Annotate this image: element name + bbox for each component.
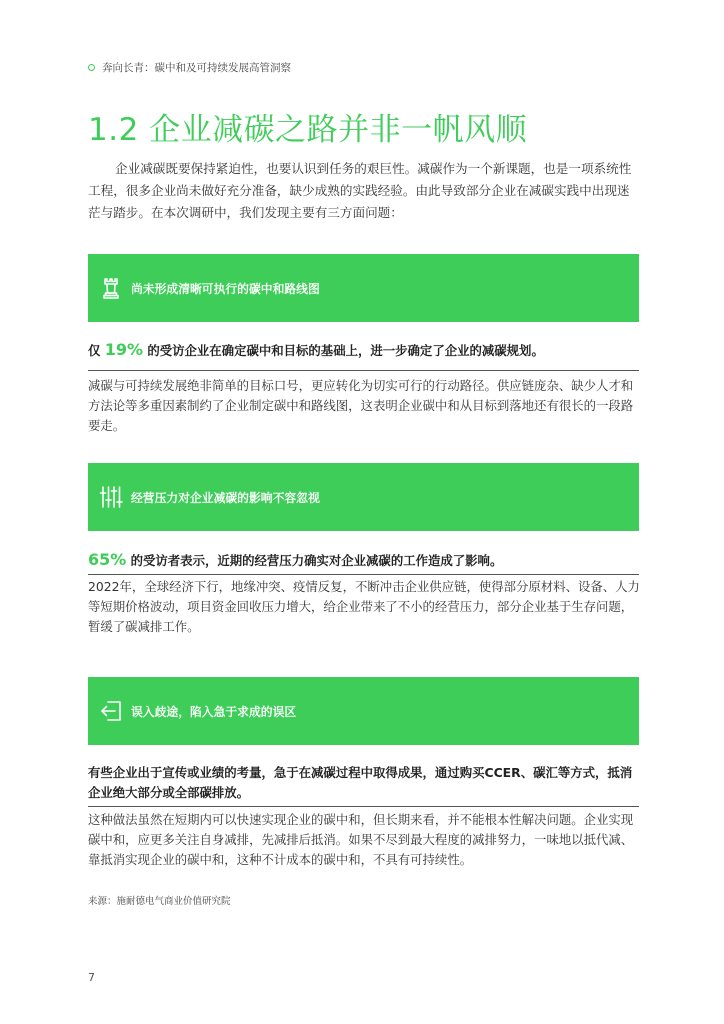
divider-line [88,370,639,371]
circle-bullet-icon [88,64,95,71]
section-banner-3 [88,677,639,745]
divider-line [88,574,639,575]
section-title: 1.2 企业减碳之路并非一帆风顺 [88,112,528,148]
finding-prefix: 仅 [88,343,105,358]
section-description-2: 2022年，全球经济下行，地缘冲突、疫情反复，不断冲击企业供应链，使得部分原材料、设备、人力等短期价格波动，项目资金回收压力增大，给企业带来了不小的经营压力，部分企业基于生存问题，暂缓了碳减排工作。 [88,579,640,634]
finding-2 [88,550,639,571]
section-description-1: 减碳与可持续发展绝非简单的目标口号，更应转化为切实可行的行动路径。供应链庞杂、缺少人才和方法论等多重因素制约了企业制定碳中和路线图，这表明企业碳中和从目标到落地还有很长的一段路要走。 [88,378,634,433]
section-banner-1 [88,254,639,322]
finding-text: 的受访者表示，近期的经营压力确实对企业减碳的工作造成了影响。 [126,553,503,568]
sliders-icon [98,484,124,510]
finding-percent: 19% [104,340,144,359]
finding-3 [88,762,639,803]
banner-label: 经营压力对企业减碳的影响不容忽视 [131,490,320,505]
finding-text: 有些企业出于宣传或业绩的考量，急于在减碳过程中取得成果，通过购买CCER、碳汇等方式，抵消企业绝大部分或全部碳排放。 [88,765,633,800]
section-banner-2 [88,463,639,531]
finding-percent: 65% [88,550,127,569]
finding-text: 的受访企业在确定碳中和目标的基础上，进一步确定了企业的减碳规划。 [143,343,544,358]
header-text: 奔向长青：碳中和及可持续发展高管洞察 [102,62,291,74]
chess-rook-icon [98,275,124,301]
page-number: 7 [88,971,95,984]
banner-label: 尚未形成清晰可执行的碳中和路线图 [131,281,320,296]
exit-arrow-icon [98,698,124,724]
banner-label: 误入歧途，陷入急于求成的误区 [131,704,297,719]
running-header [88,60,291,75]
section-description-3: 这种做法虽然在短期内可以快速实现企业的碳中和，但长期来看，并不能根本性解决问题。企业实现碳中和，应更多关注自身减排，先减排后抵消。如果不尽到最大程度的减排努力，一味地以抵代减、靠抵消实现企业的碳中和，这种不计成本的碳中和，不具有可持续性。 [88,812,634,867]
divider-line [88,806,639,807]
finding-1 [88,340,639,361]
source-note: 来源：施耐德电气商业价值研究院 [88,896,231,907]
intro-paragraph: 企业减碳既要保持紧迫性，也要认识到任务的艰巨性。减碳作为一个新课题，也是一项系统性工程，很多企业尚未做好充分准备，缺少成熟的实践经验。由此导致部分企业在减碳实践中出现迷茫与踏步。在本次调研中，我们发现主要有三方面问题： [88,161,632,220]
